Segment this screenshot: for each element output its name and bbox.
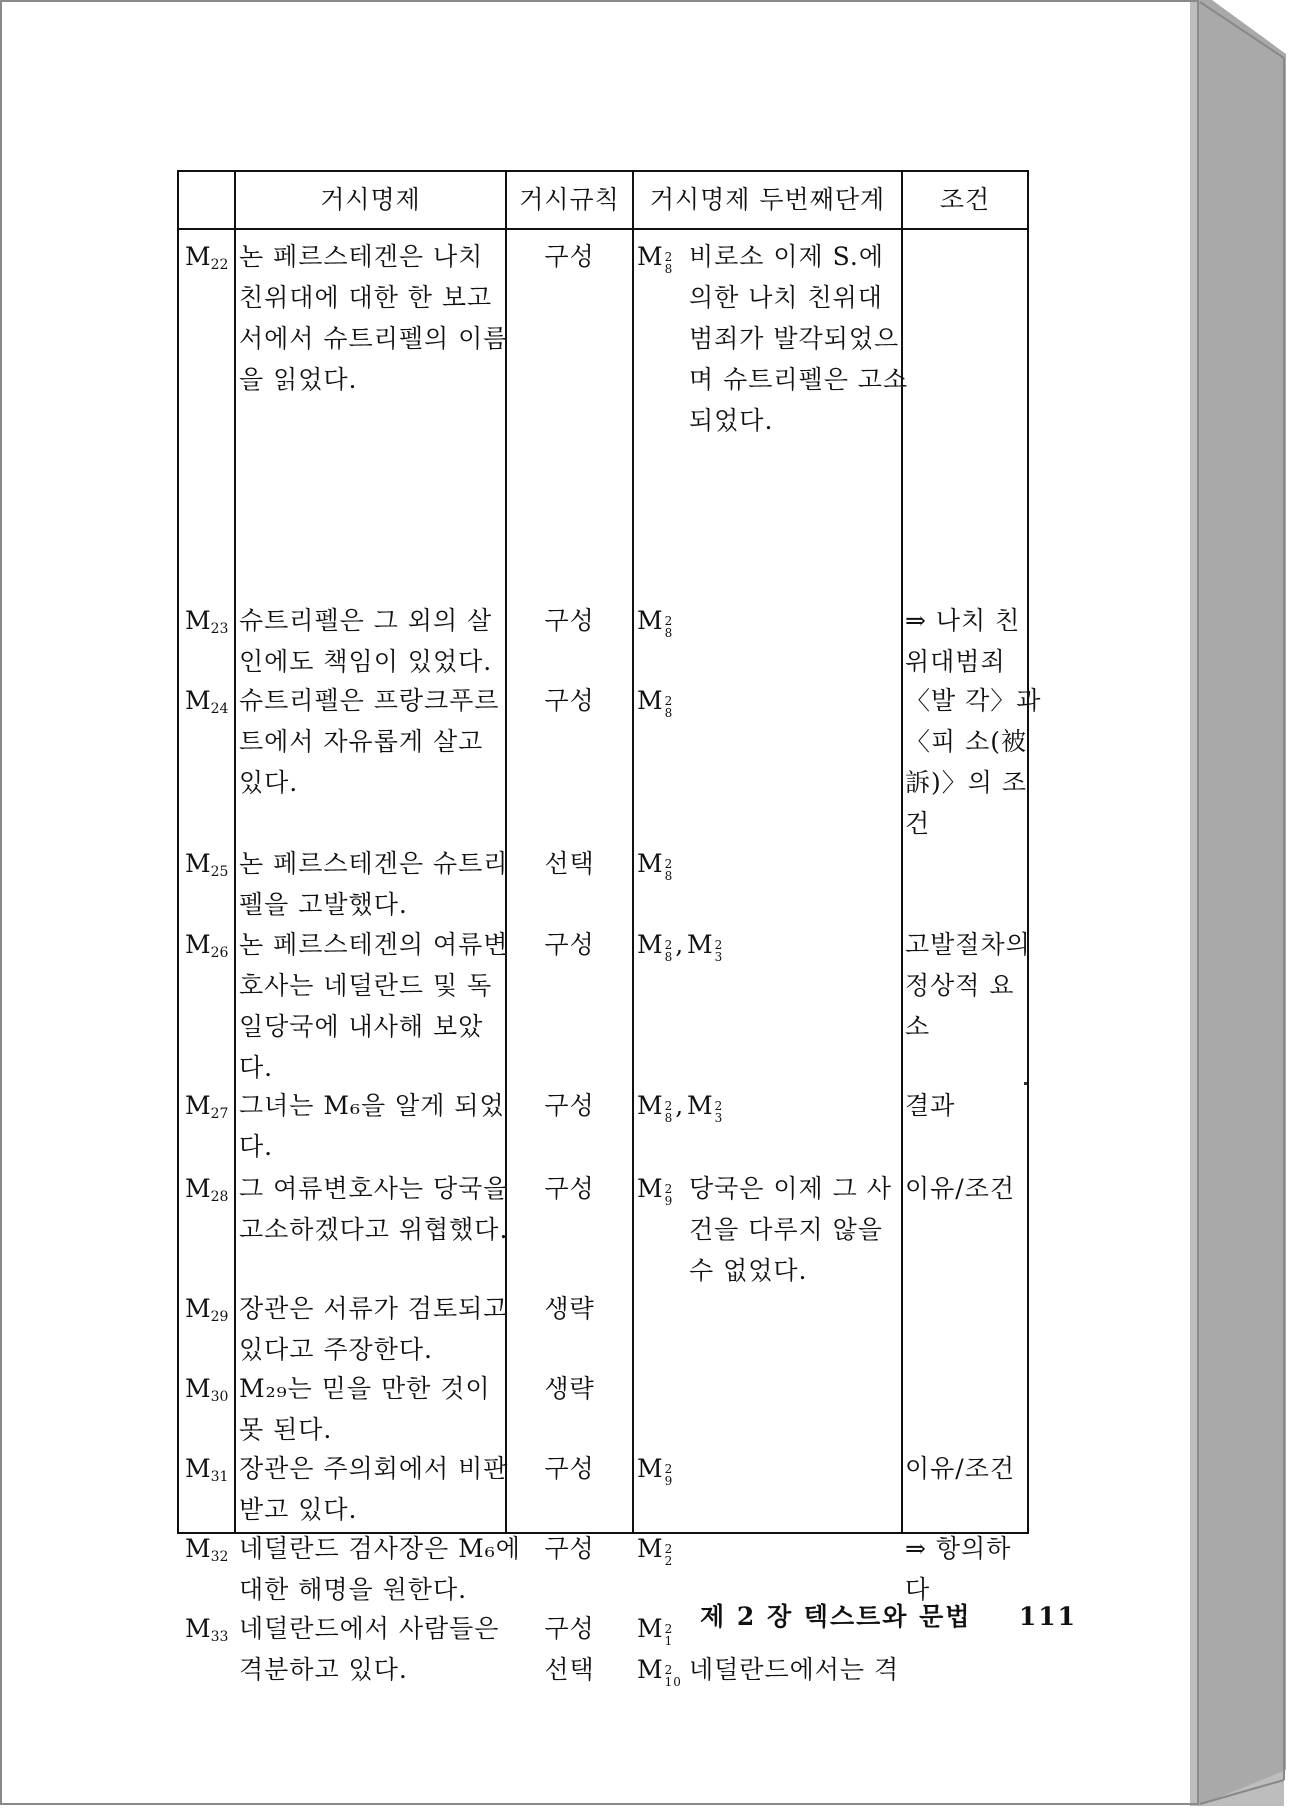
second-level-line: 당국은 이제 그 사 (689, 1174, 892, 1203)
second-level-line: 비로소 이제 S.에 (689, 242, 884, 271)
macro-rule: 구성 (544, 1534, 595, 1563)
proposition-line: 슈트리펠은 그 외의 살 (239, 606, 493, 635)
column-divider (632, 172, 634, 1532)
row-id: $M_{26}$ (185, 930, 229, 961)
proposition-line: 받고 있다. (239, 1495, 358, 1524)
macro-ref: M 2 9 (637, 1174, 674, 1208)
condition-line: ⇒ 항의하 (905, 1534, 1012, 1563)
proposition-line: 호사는 네덜란드 및 독 (239, 971, 493, 1000)
row-id: $M_{30}$ (185, 1374, 229, 1405)
row-id: $M_{29}$ (185, 1294, 229, 1325)
second-level-line: 의한 나치 친위대 (689, 283, 883, 312)
row-id: $M_{25}$ (185, 849, 229, 880)
condition-line: ⇒ 나치 친 (905, 606, 1021, 635)
row-id: $M_{31}$ (185, 1454, 229, 1485)
condition-line: 고발절차의 (905, 930, 1031, 959)
header-divider (179, 228, 1027, 230)
condition-line: 이유/조건 (905, 1174, 1016, 1203)
macro-ref-secondary: M 2 3 (687, 930, 724, 964)
condition-line: 다 (905, 1575, 931, 1604)
proposition-line: 대한 해명을 원한다. (239, 1575, 468, 1604)
proposition-line: 장관은 주의회에서 비판 (239, 1454, 509, 1483)
condition-line: 〈피 소(被 (905, 727, 1028, 756)
header-condition: 조건 (939, 185, 991, 214)
macro-rule: 구성 (544, 930, 595, 959)
proposition-line: 펠을 고발했다. (239, 890, 408, 919)
chapter-title: 제 2 장 텍스트와 문법 (700, 1602, 972, 1631)
row-id: $M_{27}$ (185, 1091, 229, 1122)
proposition-line: 다. (239, 1132, 274, 1161)
proposition-line: 그녀는 M₆을 알게 되었 (239, 1091, 505, 1120)
condition-line: 이유/조건 (905, 1454, 1016, 1483)
macro-rule: 구성 (544, 1454, 595, 1483)
page-number: 111 (1018, 1602, 1078, 1631)
proposition-line: 그 여류변호사는 당국을 (239, 1174, 509, 1203)
proposition-line: 못 된다. (239, 1415, 333, 1444)
macro-ref: M 2 10 (637, 1655, 682, 1689)
row-id: $M_{33}$ (185, 1614, 229, 1645)
proposition-line: 격분하고 있다. (239, 1655, 408, 1684)
macro-rule: 선택 (544, 849, 595, 878)
macro-ref: M 2 8 (637, 242, 674, 276)
second-level-line: 네덜란드에서는 격 (689, 1655, 900, 1684)
macro-rule: 생략 (544, 1374, 595, 1403)
macro-rule: 선택 (544, 1655, 595, 1684)
second-level-line: 범죄가 발각되었으 (689, 324, 900, 353)
second-level-line: 며 슈트리펠은 고소 (689, 365, 909, 394)
macro-rule: 구성 (544, 686, 595, 715)
proposition-line: 네덜란드 검사장은 M₆에 (239, 1534, 521, 1563)
proposition-line: 슈트리펠은 프랑크푸르 (239, 686, 500, 715)
macro-rule: 구성 (544, 242, 595, 271)
row-id: $M_{22}$ (185, 242, 229, 273)
header-macro-proposition: 거시명제 (320, 185, 421, 214)
condition-line: 건 (905, 809, 931, 838)
row-id: $M_{23}$ (185, 606, 229, 637)
proposition-line: 일당국에 내사해 보았 (239, 1012, 484, 1041)
condition-line: 〈발 각〉과 (905, 686, 1042, 715)
proposition-line: 논 페르스테겐은 슈트리 (239, 849, 509, 878)
proposition-line: 논 페르스테겐은 나치 (239, 242, 484, 271)
second-level-line: 되었다. (689, 406, 774, 435)
proposition-line: 있다. (239, 768, 299, 797)
second-level-line: 건을 다루지 않을 (689, 1215, 883, 1244)
condition-line: 소 (905, 1012, 931, 1041)
proposition-line: 논 페르스테겐의 여류변 (239, 930, 509, 959)
macro-rule: 생략 (544, 1294, 595, 1323)
macro-ref: M 2 8 , (637, 1091, 685, 1125)
macro-ref: M 2 8 (637, 849, 674, 883)
column-divider (234, 172, 236, 1532)
proposition-line: 장관은 서류가 검토되고 (239, 1294, 509, 1323)
page-footer (700, 1597, 1077, 1633)
scan-speck (1024, 1082, 1027, 1085)
header-macro-rule: 거시규칙 (519, 185, 620, 214)
row-id: $M_{24}$ (185, 686, 229, 717)
proposition-line: 고소하겠다고 위협했다. (239, 1215, 509, 1244)
proposition-line: 을 읽었다. (239, 365, 358, 394)
macro-ref: M 2 8 , (637, 930, 685, 964)
row-id: $M_{32}$ (185, 1534, 229, 1565)
header-second-level: 거시명제 두번째단계 (649, 185, 886, 214)
macro-rule: 구성 (544, 606, 595, 635)
macro-rule: 구성 (544, 1174, 595, 1203)
macro-ref: M 2 1 (637, 1614, 674, 1648)
condition-line: 위대범죄 (905, 647, 1006, 676)
proposition-line: 다. (239, 1053, 274, 1082)
macro-ref: M 2 8 (637, 686, 674, 720)
proposition-line: 친위대에 대한 한 보고 (239, 283, 493, 312)
row-id: $M_{28}$ (185, 1174, 229, 1205)
proposition-line: 인에도 책임이 있었다. (239, 647, 493, 676)
macro-ref: M 2 2 (637, 1534, 674, 1568)
proposition-line: 트에서 자유롭게 살고 (239, 727, 484, 756)
condition-line: 訴)〉의 조 (905, 768, 1028, 797)
proposition-line: M₂₉는 믿을 만한 것이 (239, 1374, 491, 1403)
macro-ref-secondary: M 2 3 (687, 1091, 724, 1125)
second-level-line: 수 없었다. (689, 1256, 808, 1285)
macro-ref: M 2 9 (637, 1454, 674, 1488)
condition-line: 결과 (905, 1091, 956, 1120)
condition-line: 정상적 요 (905, 971, 1015, 1000)
proposition-line: 서에서 슈트리펠의 이름 (239, 324, 509, 353)
macro-rule: 구성 (544, 1091, 595, 1120)
proposition-line: 네덜란드에서 사람들은 (239, 1614, 500, 1643)
macro-rule: 구성 (544, 1614, 595, 1643)
proposition-line: 있다고 주장한다. (239, 1335, 433, 1364)
macro-ref: M 2 8 (637, 606, 674, 640)
